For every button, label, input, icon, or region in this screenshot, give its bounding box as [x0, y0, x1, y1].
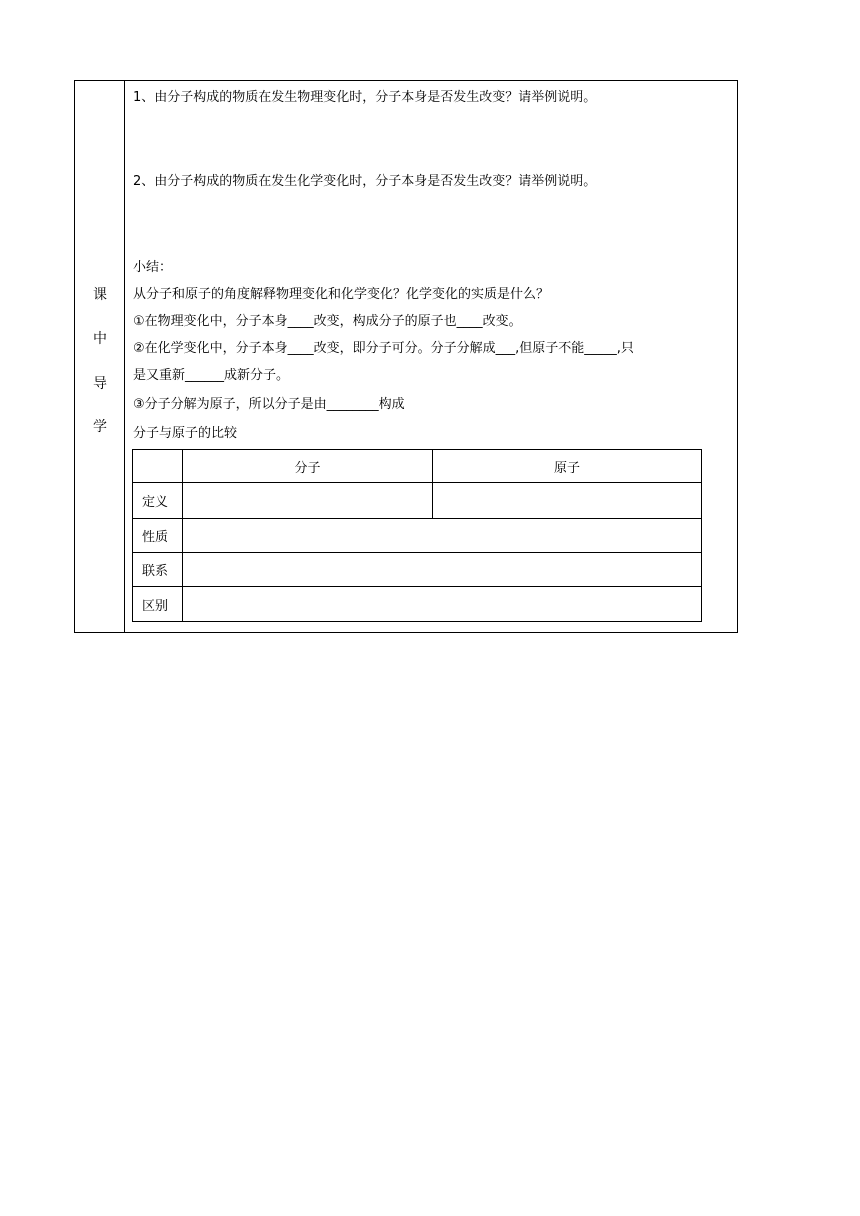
table-row — [133, 553, 702, 587]
summary-item-3: ③分子分解为原子，所以分子是由________构成 — [133, 397, 405, 412]
header-molecule: 分子 — [183, 450, 433, 483]
summary-item-2-line-2: 是又重新______成新分子。 — [133, 368, 290, 383]
definition-molecule-cell[interactable] — [183, 483, 433, 519]
comparison-title: 分子与原子的比较 — [133, 426, 238, 441]
side-label-char: 课 — [93, 287, 107, 303]
difference-cell[interactable] — [183, 587, 702, 622]
summary-item-1: ①在物理变化中，分子本身____改变，构成分子的原子也____改变。 — [133, 314, 522, 329]
row-label-property: 性质 — [133, 519, 183, 553]
question-1: 1、由分子构成的物质在发生物理变化时，分子本身是否发生改变？请举例说明。 — [133, 90, 597, 105]
row-label-relation: 联系 — [133, 553, 183, 587]
summary-item-2-line-1: ②在化学变化中，分子本身____改变，即分子可分。分子分解成___,但原子不能_____,只 — [133, 341, 634, 356]
side-label-char: 学 — [93, 419, 107, 435]
summary-title: 小结： — [133, 260, 173, 275]
table-header-row — [133, 450, 702, 483]
side-label-char: 中 — [93, 331, 107, 347]
relation-cell[interactable] — [183, 553, 702, 587]
property-cell[interactable] — [183, 519, 702, 553]
comparison-table — [132, 449, 702, 622]
header-atom: 原子 — [433, 450, 702, 483]
definition-atom-cell[interactable] — [433, 483, 702, 519]
side-label-column — [75, 81, 125, 632]
row-label-definition: 定义 — [133, 483, 183, 519]
row-label-difference: 区别 — [133, 587, 183, 622]
table-row — [133, 483, 702, 519]
question-2: 2、由分子构成的物质在发生化学变化时，分子本身是否发生改变？请举例说明。 — [133, 174, 597, 189]
side-label-char: 导 — [93, 376, 107, 392]
summary-prompt: 从分子和原子的角度解释物理变化和化学变化？化学变化的实质是什么？ — [133, 287, 550, 302]
table-row — [133, 519, 702, 553]
table-corner-cell — [133, 450, 183, 483]
table-row — [133, 587, 702, 622]
